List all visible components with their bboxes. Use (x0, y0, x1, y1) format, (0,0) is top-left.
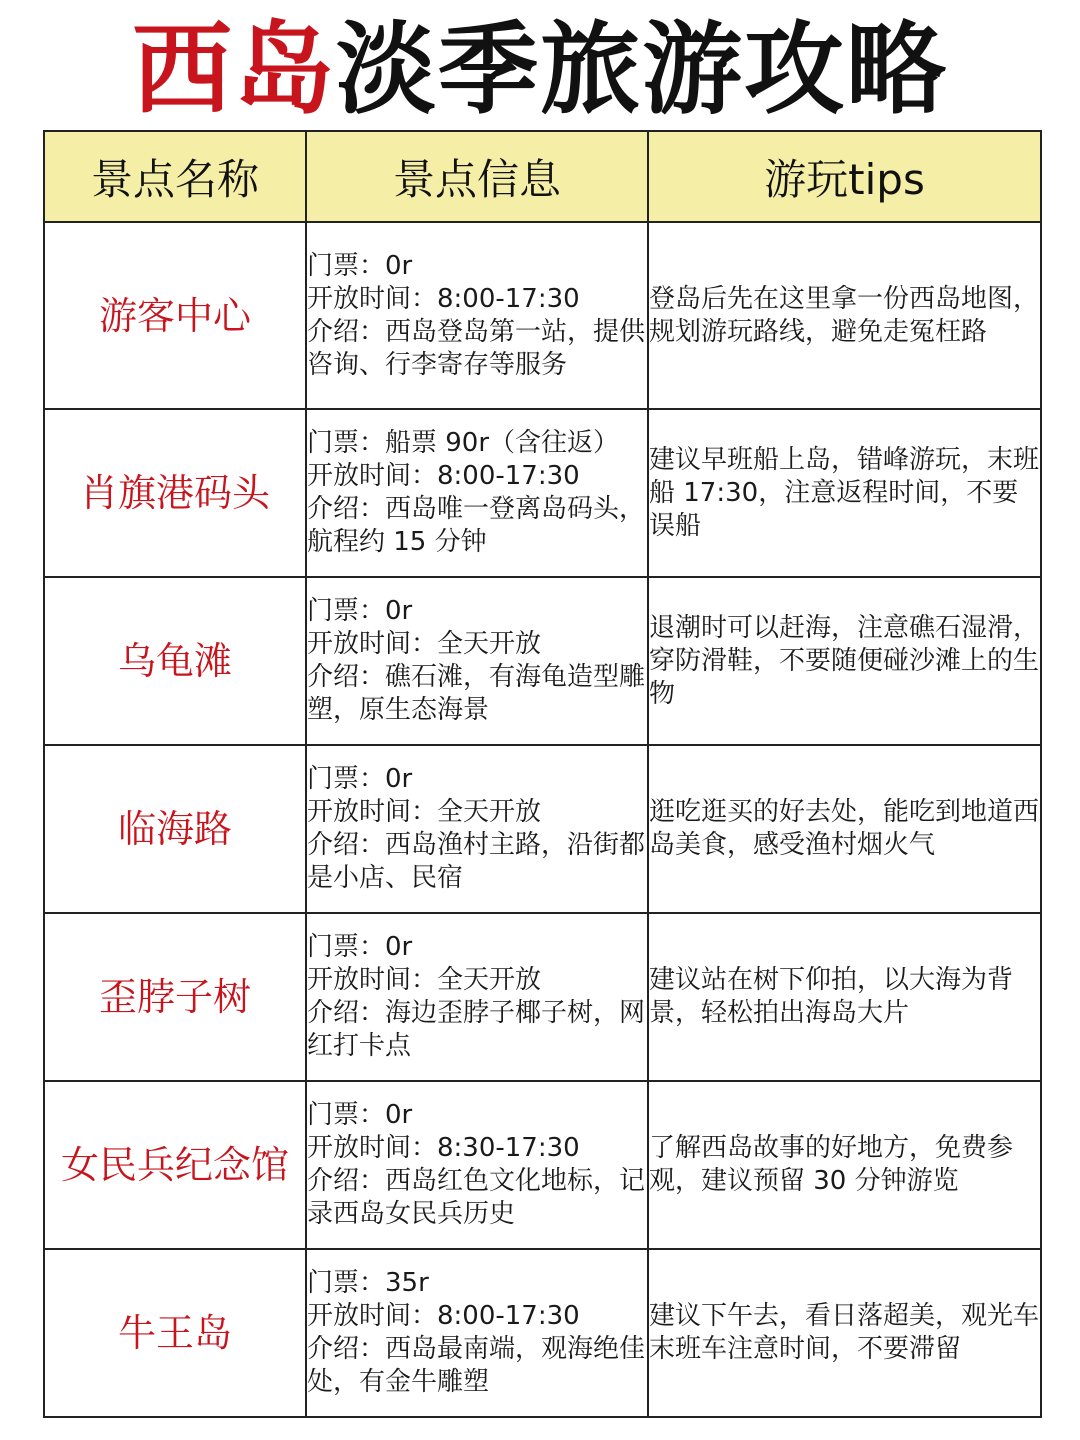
attraction-tips: 建议站在树下仰拍，以大海为背景，轻松拍出海岛大片 (648, 913, 1041, 1081)
table-row (44, 1249, 1041, 1417)
attraction-tips: 建议早班船上岛，错峰游玩，末班船 17:30，注意返程时间，不要误船 (648, 409, 1041, 577)
attraction-info (306, 1249, 648, 1417)
ticket-text: 门票：0r (307, 1100, 413, 1130)
attraction-info (306, 577, 648, 745)
intro-text: 介绍：西岛唯一登离岛码头，航程约 15 分钟 (307, 494, 646, 557)
ticket-text: 门票：0r (307, 764, 413, 794)
ticket-text: 门票：0r (307, 250, 413, 281)
table-row (44, 913, 1041, 1081)
header-info: 景点信息 (306, 131, 648, 222)
attraction-tips: 了解西岛故事的好地方，免费参观，建议预留 30 分钟游览 (648, 1081, 1041, 1249)
attraction-name: 肖旗港码头 (44, 409, 306, 577)
attraction-name: 女民兵纪念馆 (44, 1081, 306, 1249)
table-row (44, 745, 1041, 913)
attraction-name: 牛王岛 (44, 1249, 306, 1417)
ticket-text: 门票：0r (307, 932, 413, 962)
table-row (44, 577, 1041, 745)
table-row (44, 222, 1041, 409)
table-row (44, 1081, 1041, 1249)
page-title (0, 12, 1080, 128)
hours-text: 开放时间：8:30-17:30 (307, 1133, 580, 1163)
hours-text: 开放时间：全天开放 (307, 629, 542, 659)
title-highlight: 西岛 (132, 11, 336, 128)
attraction-name: 游客中心 (44, 222, 306, 409)
title-main: 淡季旅游攻略 (336, 11, 948, 128)
attraction-tips: 登岛后先在这里拿一份西岛地图，规划游玩路线，避免走冤枉路 (648, 222, 1041, 409)
intro-text: 介绍：海边歪脖子椰子树，网红打卡点 (307, 998, 646, 1061)
hours-text: 开放时间：8:00-17:30 (307, 1301, 580, 1331)
ticket-text: 门票：35r (307, 1268, 429, 1298)
intro-text: 介绍：西岛登岛第一站，提供咨询、行李寄存等服务 (307, 316, 646, 380)
attraction-tips: 建议下午去，看日落超美，观光车末班车注意时间，不要滞留 (648, 1249, 1041, 1417)
attraction-info (306, 222, 648, 409)
attraction-name: 歪脖子树 (44, 913, 306, 1081)
attraction-tips: 逛吃逛买的好去处，能吃到地道西岛美食，感受渔村烟火气 (648, 745, 1041, 913)
intro-text: 介绍：西岛最南端，观海绝佳处，有金牛雕塑 (307, 1334, 646, 1397)
intro-text: 介绍：西岛渔村主路，沿街都是小店、民宿 (307, 830, 646, 893)
attractions-table (43, 130, 1042, 1418)
attraction-tips: 退潮时可以赶海，注意礁石湿滑，穿防滑鞋，不要随便碰沙滩上的生物 (648, 577, 1041, 745)
table-row (44, 409, 1041, 577)
attraction-info (306, 409, 648, 577)
hours-text: 开放时间：8:00-17:30 (307, 283, 580, 314)
attraction-info (306, 745, 648, 913)
attraction-info (306, 913, 648, 1081)
hours-text: 开放时间：全天开放 (307, 797, 542, 827)
hours-text: 开放时间：全天开放 (307, 965, 542, 995)
intro-text: 介绍：礁石滩，有海龟造型雕塑，原生态海景 (307, 662, 646, 725)
attraction-name: 乌龟滩 (44, 577, 306, 745)
ticket-text: 门票：船票 90r（含往返） (307, 428, 620, 458)
table-header-row (44, 131, 1041, 222)
ticket-text: 门票：0r (307, 596, 413, 626)
intro-text: 介绍：西岛红色文化地标，记录西岛女民兵历史 (307, 1166, 646, 1229)
header-tips: 游玩tips (648, 131, 1041, 222)
hours-text: 开放时间：8:00-17:30 (307, 461, 580, 491)
header-name: 景点名称 (44, 131, 306, 222)
attraction-name: 临海路 (44, 745, 306, 913)
attraction-info (306, 1081, 648, 1249)
